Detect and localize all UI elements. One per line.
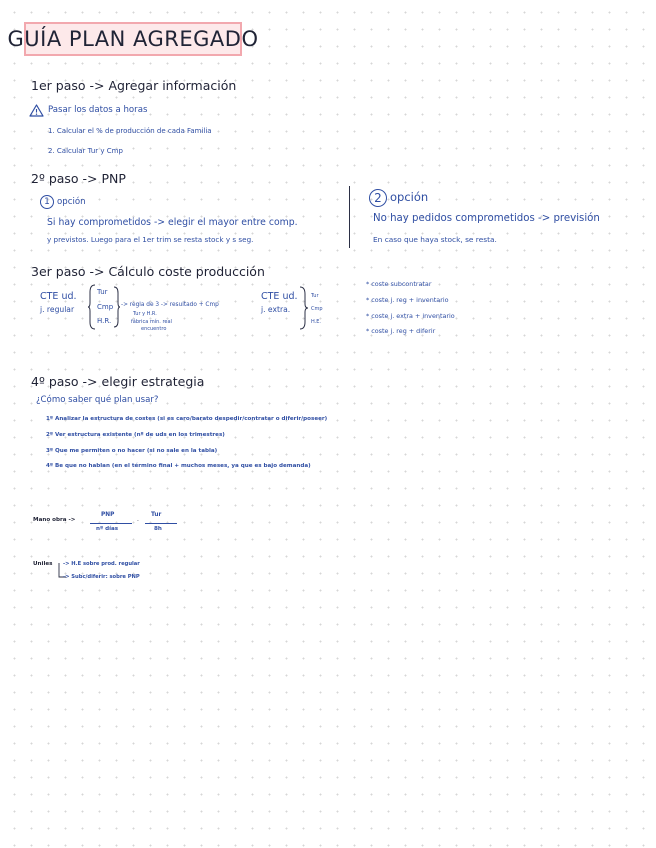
formula-numerator-1: PNP xyxy=(101,512,115,518)
cte-extra-label-2: j. extra. xyxy=(261,305,291,314)
brace-regular xyxy=(88,284,96,330)
warning-icon xyxy=(29,104,44,117)
brace-right xyxy=(114,286,120,328)
cte-regular-label-1: CTE ud. xyxy=(40,291,77,302)
step1-item-2: 2. Calcular Tur y Cmp xyxy=(48,147,123,155)
option2-line2: En caso que haya stock, se resta. xyxy=(373,235,497,244)
option2-label: opción xyxy=(390,190,429,204)
option2-number-icon: 2 xyxy=(369,189,387,207)
step1-item-1: 1. Calcular el % de producción de cada Familia xyxy=(48,127,212,135)
cost-note-4: * coste j. reg + diferir xyxy=(366,327,436,335)
fraction-line-1 xyxy=(90,523,132,524)
formula-dot: · xyxy=(137,518,139,525)
units-line-2: -> Subc/diferir: sobre PNP xyxy=(63,574,140,580)
rule-sub-3: encuentro xyxy=(141,326,167,332)
brace-extra-item-3: H.E. xyxy=(311,319,322,325)
rule-sub-2: fábrica mín. real xyxy=(131,319,172,325)
formula-numerator-2: Tur xyxy=(151,512,162,518)
brace-extra-item-2: Cmp xyxy=(311,306,323,312)
option1-line2: y previstos. Luego para el 1er trim se resta stock y s seg. xyxy=(47,235,254,244)
units-line-1: -> H.E sobre prod. regular xyxy=(63,561,140,567)
cte-regular-label-2: j. regular xyxy=(40,305,75,314)
option1-label: opción xyxy=(57,197,86,207)
brace-regular-item-1: Tur xyxy=(97,288,108,296)
brace-regular-item-2: Cmp xyxy=(97,303,114,311)
step3-heading: 3er paso -> Cálculo coste producción xyxy=(31,264,265,279)
step4-item-3: 3º Que me permiten o no hacer (si no sale en la tabla) xyxy=(46,448,218,454)
option2-line1: No hay pedidos comprometidos -> previsión xyxy=(373,213,600,224)
rule-sub-1: Tur y H.R. xyxy=(133,311,157,317)
formula-denominator-2: 8h xyxy=(154,526,162,532)
rule-text: -> regla de 3 -> resultado + Cmp xyxy=(121,302,219,308)
step2-heading: 2º paso -> PNP xyxy=(31,171,126,186)
options-divider xyxy=(349,186,350,248)
step4-item-1: 1º Analizar la estructura de costes (si es caro/barato despedir/contratar o diferir/poseer) xyxy=(46,416,328,422)
brace-extra xyxy=(300,286,308,330)
warning-text: Pasar los datos a horas xyxy=(48,105,148,115)
step4-item-4: 4º Be que no hablan (en el término final + muchos meses, ya que es bajo demanda) xyxy=(46,463,311,469)
brace-extra-item-1: Tur xyxy=(311,293,319,299)
step4-question: ¿Cómo saber qué plan usar? xyxy=(36,395,159,405)
cost-note-2: * coste j. reg + inventario xyxy=(366,296,449,304)
step4-item-2: 2º Ver estructura existente (nº de uds en los trimestres) xyxy=(46,432,225,438)
cost-note-1: * coste subcontratar xyxy=(366,280,432,288)
step4-heading: 4º paso -> elegir estrategia xyxy=(31,374,205,389)
cost-note-3: * coste j. extra + inventario xyxy=(366,312,455,320)
units-label: Uniles xyxy=(33,561,53,567)
cte-extra-label-1: CTE ud. xyxy=(261,291,298,302)
brace-regular-item-3: H.R. xyxy=(97,317,112,325)
formula-label: Mano obra -> xyxy=(33,517,76,523)
step1-heading: 1er paso -> Agregar información xyxy=(31,78,237,93)
option1-line1: Si hay comprometidos -> elegir el mayor entre comp. xyxy=(47,217,298,228)
option1-number-icon: 1 xyxy=(40,195,54,209)
page-title: GUÍA PLAN AGREGADO xyxy=(24,22,242,56)
formula-denominator-1: nº días xyxy=(96,526,119,532)
fraction-line-2 xyxy=(145,523,177,524)
